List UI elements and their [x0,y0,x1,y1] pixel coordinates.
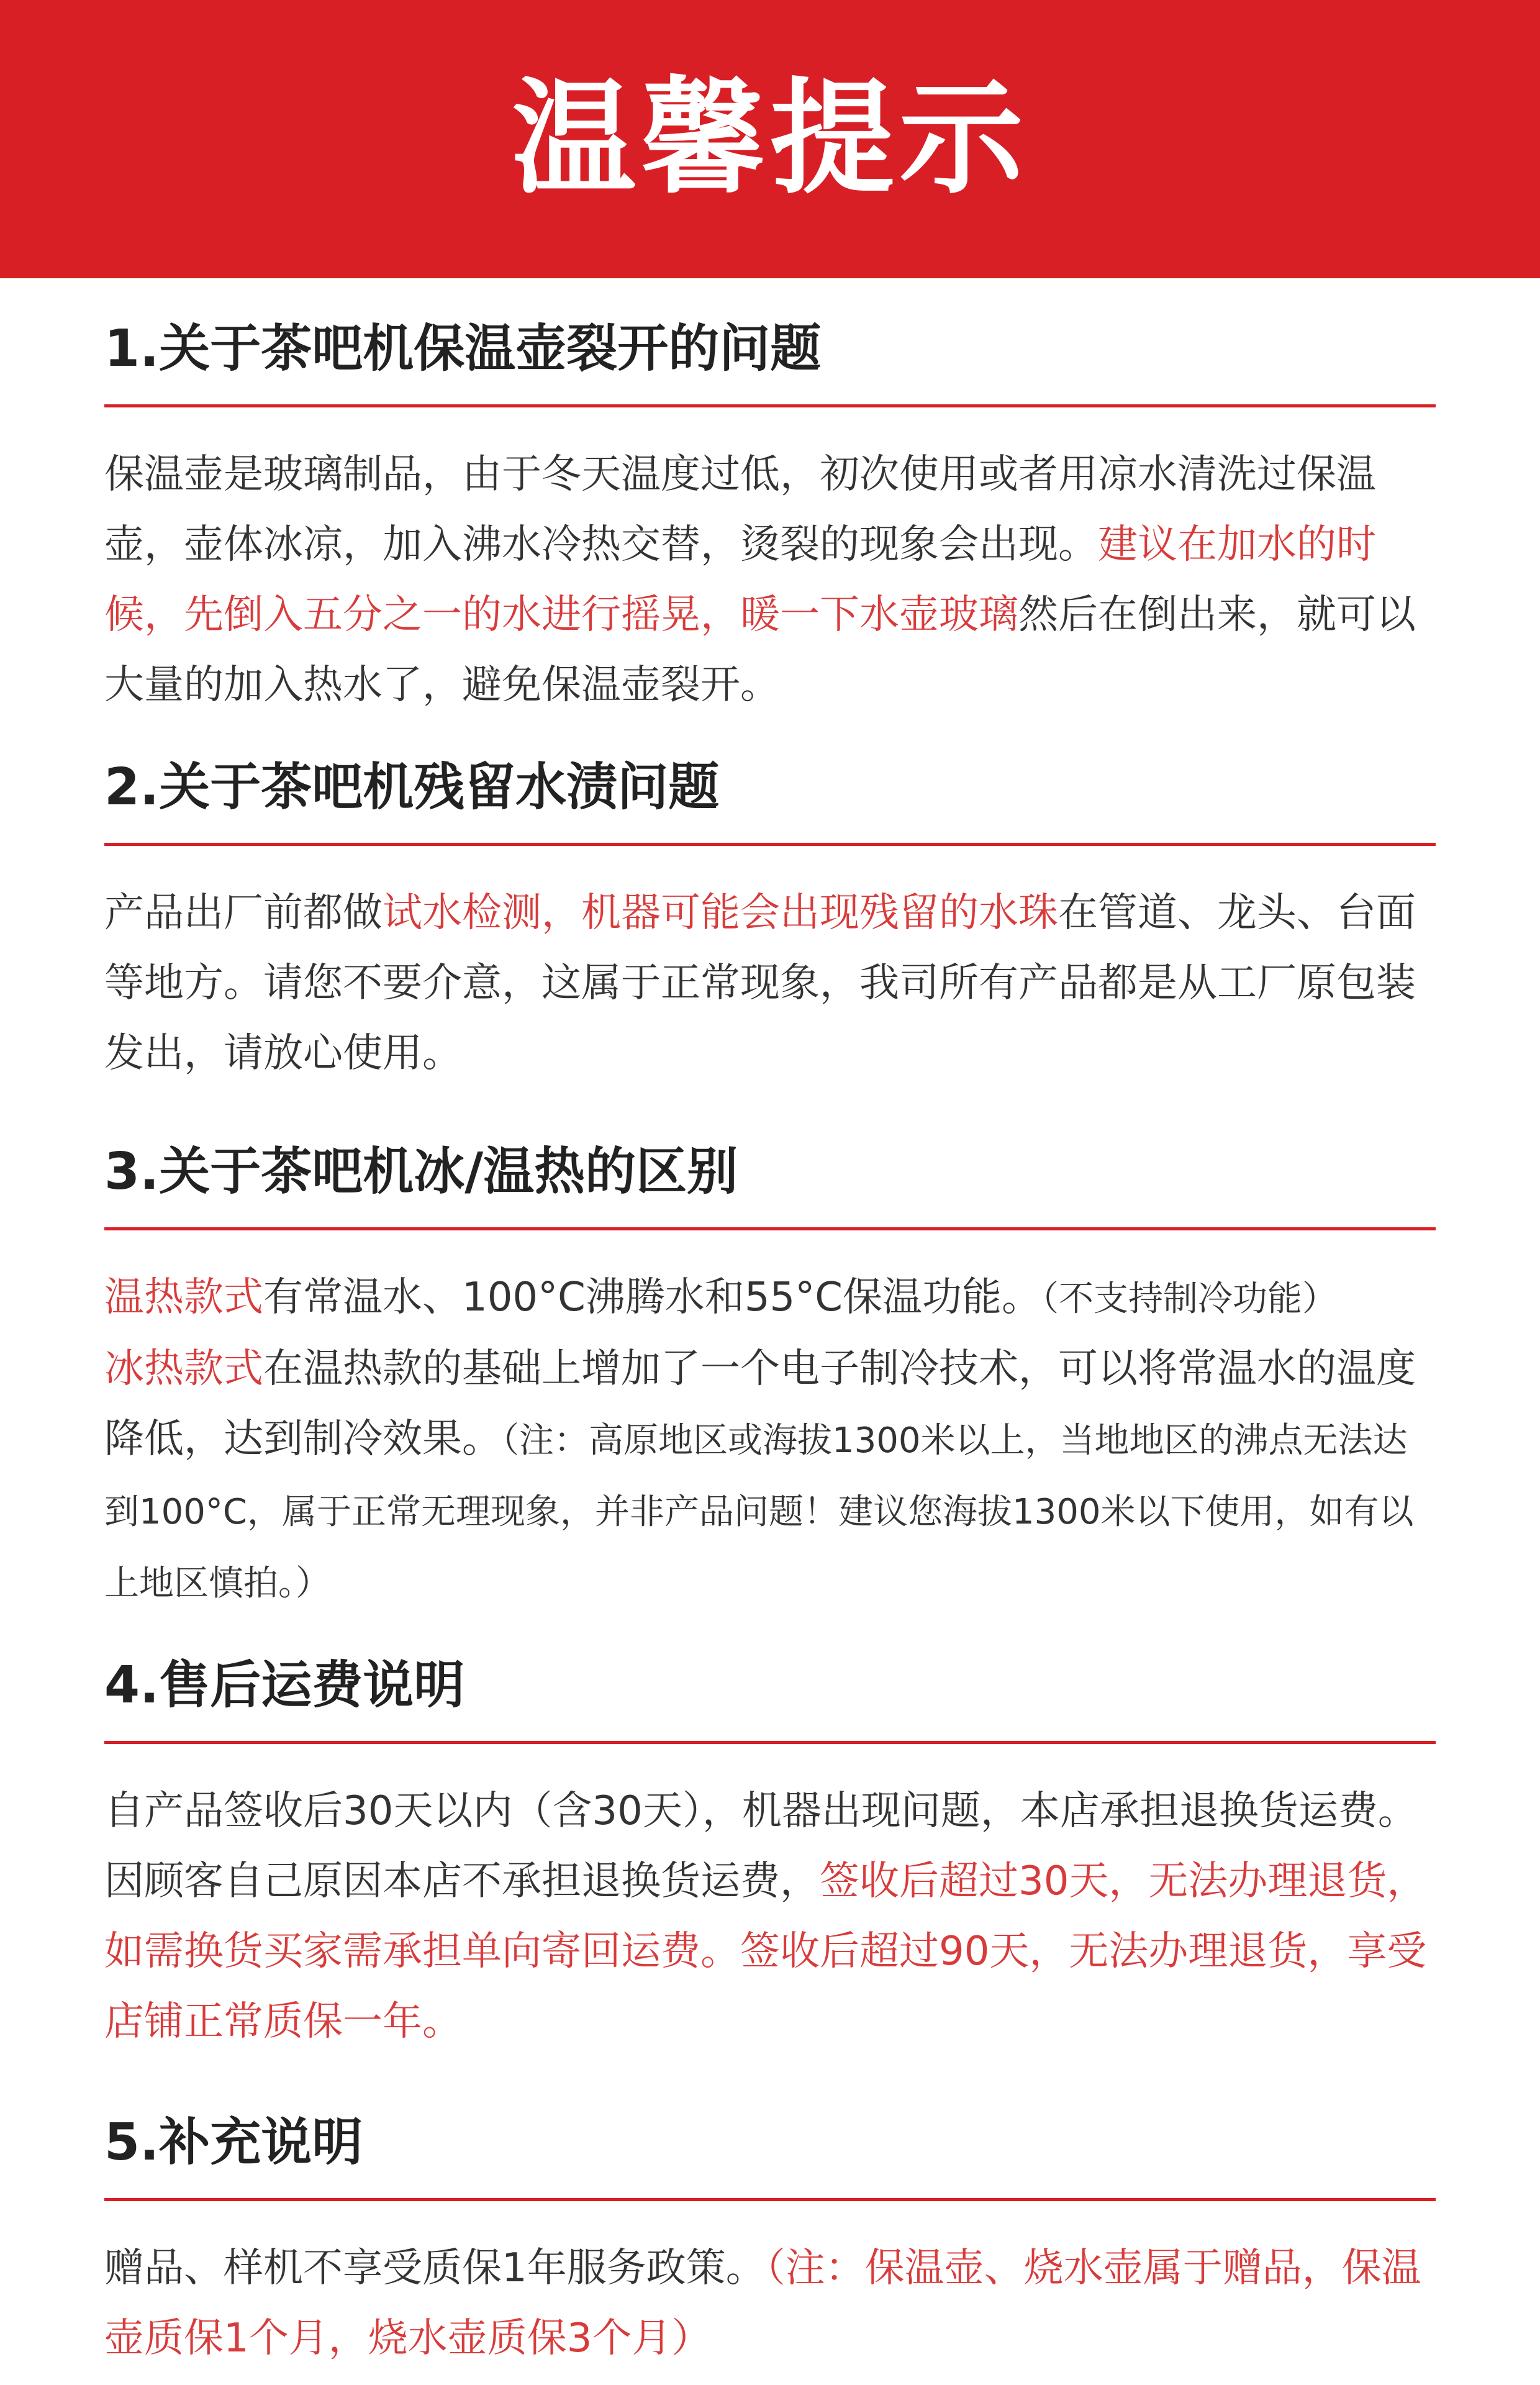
body-text: 自产品签收后30天以内（含30天），机器出现问题，本店承担退换货运费。因顾客自己原因本店不承担退换货运费， [104,1788,1418,1904]
body-text: 赠品、样机不享受质保1年服务政策。 [104,2245,766,2291]
section-glass-kettle [104,278,1436,727]
section-body [104,1744,1436,2082]
notice-content [0,278,1540,2374]
body-text: 然后在倒出来，就可以大量的加入热水了，避免保温壶裂开。 [104,592,1416,708]
section-cold-warm-difference [104,1111,1436,1625]
section-heading: 4.售后运费说明 [104,1625,1436,1744]
highlight-text: 温热款式 [104,1274,263,1320]
section-heading: 1.关于茶吧机保温壶裂开的问题 [104,278,1436,407]
page-title: 温馨提示 [511,66,1028,211]
section-body [104,2201,1436,2374]
highlight-text: （注：保温壶、烧水壶属于赠品，保温壶质保1个月，烧水壶质保3个月） [104,2245,1421,2361]
section-body [104,407,1436,727]
highlight-text: 建议在加水的时候，先倒入五分之一的水进行摇晃，暖一下水壶玻璃 [104,522,1376,638]
body-text: 在温热款的基础上增加了一个电子制冷技术，可以将常温水的温度降低，达到制冷效果。 [104,1346,1416,1462]
highlight-text: 签收后超过30天，无法办理退货，如需换货买家需承担单向寄回运费。签收后超过90天，无法办理退货，享受店铺正常质保一年。 [104,1858,1427,2045]
note-text: （注：高原地区或海拔1300米以上，当地地区的沸点无法达到100°C，属于正常无理现象，并非产品问题！建议您海拔1300米以下使用，如有以上地区慎拍。） [104,1420,1414,1604]
section-heading: 3.关于茶吧机冰/温热的区别 [104,1111,1436,1230]
header-banner [0,0,1540,278]
section-body [104,846,1436,1111]
section-supplement [104,2082,1436,2374]
body-text: 保温壶是玻璃制品，由于冬天温度过低，初次使用或者用凉水清洗过保温壶，壶体冰凉，加入沸水冷热交替，烫裂的现象会出现。 [104,452,1376,568]
note-text: （不支持制冷功能） [1041,1279,1337,1319]
body-text: 有常温水、100°C沸腾水和55°C保温功能。 [263,1274,1041,1320]
body-text: 在管道、龙头、台面等地方。请您不要介意，这属于正常现象，我司所有产品都是从工厂原包装发出，请放心使用。 [104,890,1416,1076]
section-body [104,1230,1436,1625]
highlight-text: 冰热款式 [104,1346,263,1392]
section-heading: 2.关于茶吧机残留水渍问题 [104,727,1436,846]
section-shipping-policy [104,1625,1436,2082]
section-heading: 5.补充说明 [104,2082,1436,2201]
body-text: 产品出厂前都做 [104,890,383,936]
highlight-text: 试水检测，机器可能会出现残留的水珠 [383,890,1058,936]
section-water-residue [104,727,1436,1111]
